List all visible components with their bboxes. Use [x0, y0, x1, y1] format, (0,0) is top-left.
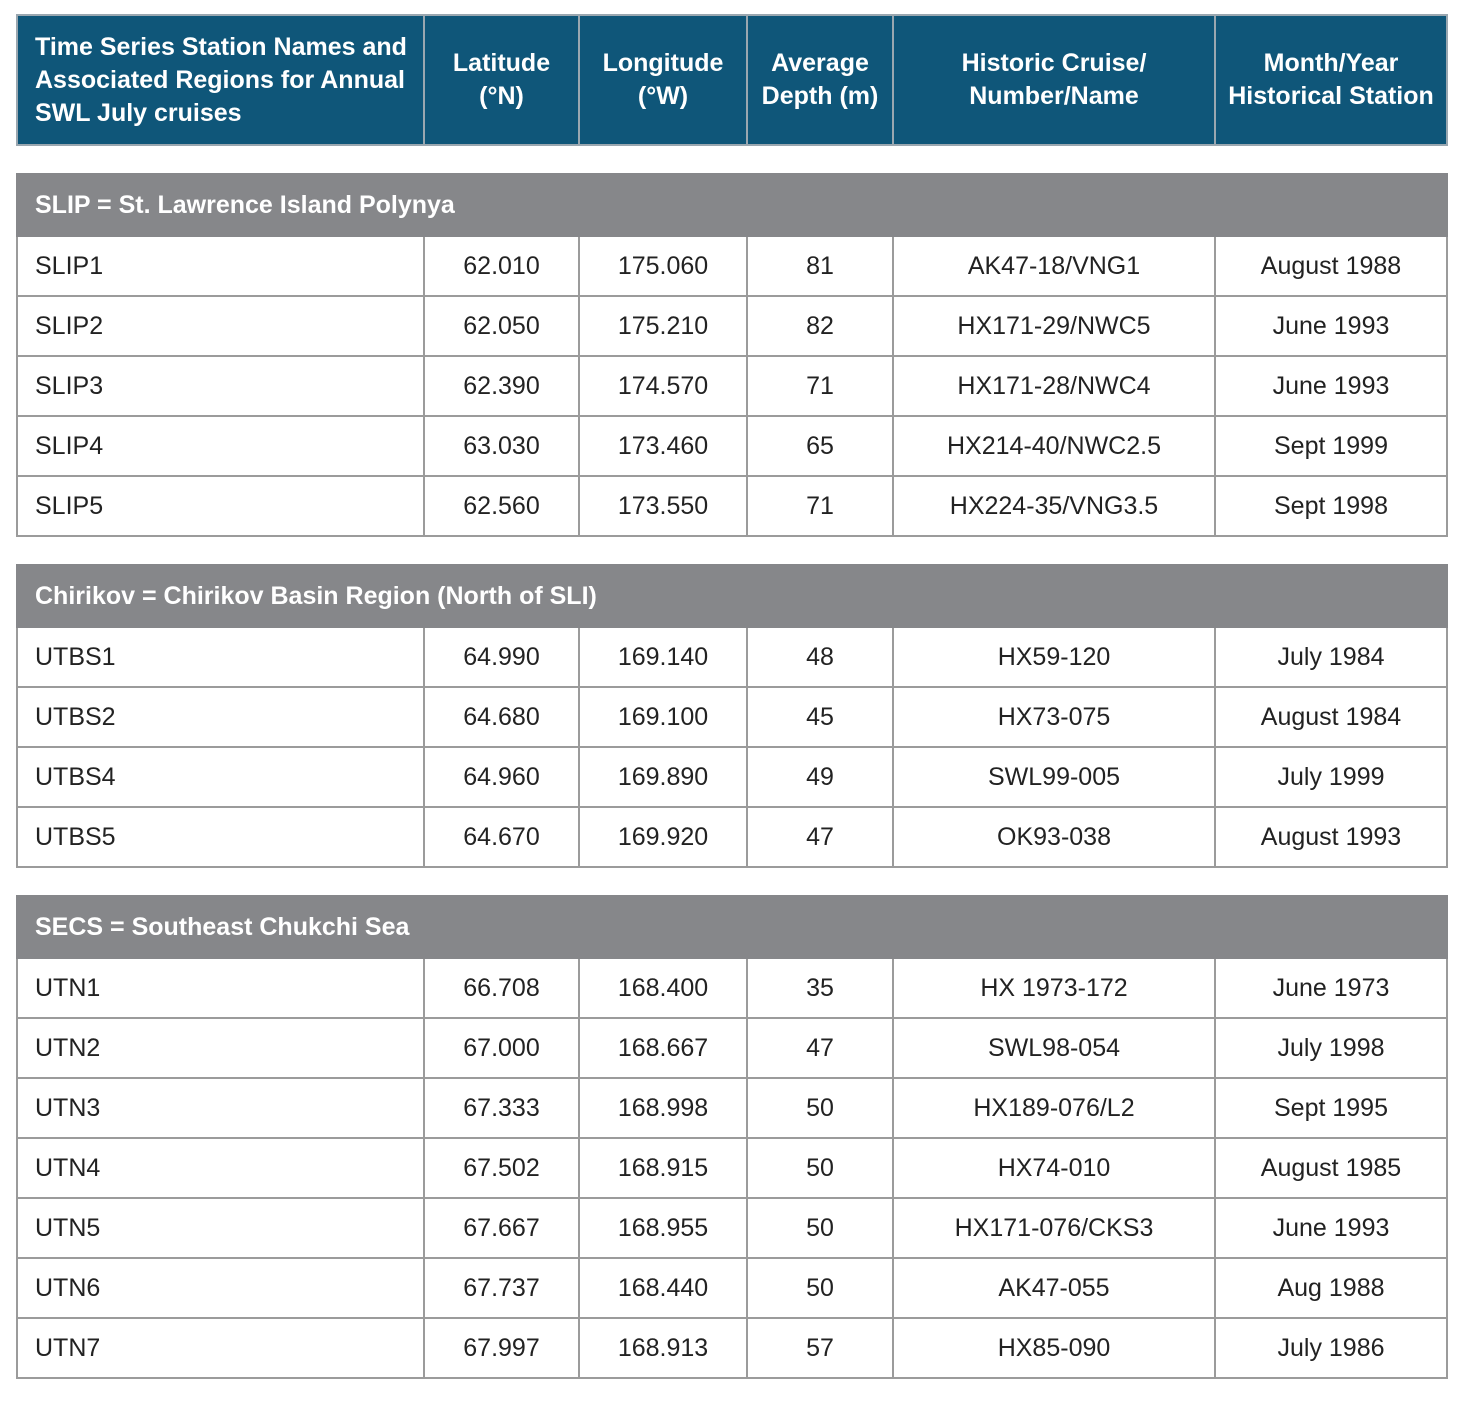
depth-cell: 82	[747, 296, 893, 356]
table-row	[17, 1318, 1447, 1378]
spacer-cell	[17, 536, 1447, 565]
table-row	[17, 807, 1447, 867]
table-row	[17, 1198, 1447, 1258]
latitude-cell: 64.670	[424, 807, 579, 867]
latitude-cell: 67.502	[424, 1138, 579, 1198]
table-row	[17, 1258, 1447, 1318]
longitude-cell: 175.060	[579, 236, 747, 296]
station-name-cell: UTN2	[17, 1018, 424, 1078]
longitude-cell: 168.440	[579, 1258, 747, 1318]
table-row	[17, 236, 1447, 296]
depth-cell: 50	[747, 1198, 893, 1258]
longitude-cell: 169.100	[579, 687, 747, 747]
spacer-cell	[17, 145, 1447, 174]
depth-cell: 45	[747, 687, 893, 747]
latitude-cell: 62.390	[424, 356, 579, 416]
cruise-cell: HX59-120	[893, 627, 1215, 687]
cruise-cell: HX73-075	[893, 687, 1215, 747]
group-header-row	[17, 174, 1447, 236]
longitude-cell: 173.460	[579, 416, 747, 476]
depth-cell: 71	[747, 476, 893, 536]
longitude-cell: 168.400	[579, 958, 747, 1018]
latitude-cell: 64.960	[424, 747, 579, 807]
station-name-cell: SLIP4	[17, 416, 424, 476]
latitude-cell: 67.000	[424, 1018, 579, 1078]
group-header-row	[17, 896, 1447, 958]
depth-cell: 50	[747, 1078, 893, 1138]
longitude-cell: 168.667	[579, 1018, 747, 1078]
depth-cell: 81	[747, 236, 893, 296]
depth-cell: 35	[747, 958, 893, 1018]
table-row	[17, 627, 1447, 687]
group-title: SLIP = St. Lawrence Island Polynya	[17, 174, 1447, 236]
station-name-cell: SLIP3	[17, 356, 424, 416]
cruise-cell: HX 1973-172	[893, 958, 1215, 1018]
table-row	[17, 1078, 1447, 1138]
station-name-cell: UTN1	[17, 958, 424, 1018]
month-year-cell: June 1993	[1215, 296, 1447, 356]
cruise-cell: SWL98-054	[893, 1018, 1215, 1078]
month-year-cell: July 1986	[1215, 1318, 1447, 1378]
station-name-cell: UTBS5	[17, 807, 424, 867]
table-row	[17, 1138, 1447, 1198]
longitude-cell: 175.210	[579, 296, 747, 356]
station-name-cell: UTBS4	[17, 747, 424, 807]
month-year-cell: Sept 1998	[1215, 476, 1447, 536]
month-year-cell: July 1984	[1215, 627, 1447, 687]
cruise-cell: AK47-18/VNG1	[893, 236, 1215, 296]
latitude-cell: 62.010	[424, 236, 579, 296]
depth-cell: 48	[747, 627, 893, 687]
station-name-cell: UTN3	[17, 1078, 424, 1138]
month-year-cell: August 1993	[1215, 807, 1447, 867]
group-spacer	[17, 536, 1447, 565]
table-row	[17, 1018, 1447, 1078]
depth-cell: 57	[747, 1318, 893, 1378]
station-name-cell: SLIP1	[17, 236, 424, 296]
depth-cell: 47	[747, 807, 893, 867]
group-spacer	[17, 145, 1447, 174]
month-year-cell: June 1993	[1215, 1198, 1447, 1258]
latitude-cell: 67.737	[424, 1258, 579, 1318]
station-name-cell: UTN6	[17, 1258, 424, 1318]
cruise-cell: HX189-076/L2	[893, 1078, 1215, 1138]
depth-cell: 50	[747, 1138, 893, 1198]
month-year-cell: August 1984	[1215, 687, 1447, 747]
longitude-cell: 169.140	[579, 627, 747, 687]
table-row	[17, 958, 1447, 1018]
table-row	[17, 356, 1447, 416]
depth-cell: 50	[747, 1258, 893, 1318]
latitude-cell: 67.667	[424, 1198, 579, 1258]
month-year-cell: July 1998	[1215, 1018, 1447, 1078]
cruise-cell: HX171-28/NWC4	[893, 356, 1215, 416]
month-year-cell: July 1999	[1215, 747, 1447, 807]
station-name-cell: SLIP2	[17, 296, 424, 356]
group-title: Chirikov = Chirikov Basin Region (North of SLI)	[17, 565, 1447, 627]
station-name-cell: UTN5	[17, 1198, 424, 1258]
longitude-cell: 168.998	[579, 1078, 747, 1138]
station-name-cell: UTN7	[17, 1318, 424, 1378]
latitude-cell: 62.050	[424, 296, 579, 356]
month-year-cell: Aug 1988	[1215, 1258, 1447, 1318]
station-table	[16, 14, 1448, 1379]
table-row	[17, 747, 1447, 807]
month-year-cell: Sept 1995	[1215, 1078, 1447, 1138]
longitude-cell: 173.550	[579, 476, 747, 536]
table-row	[17, 687, 1447, 747]
header-longitude: Longitude (°W)	[579, 15, 747, 145]
table-row	[17, 476, 1447, 536]
station-name-cell: UTBS2	[17, 687, 424, 747]
cruise-cell: HX214-40/NWC2.5	[893, 416, 1215, 476]
latitude-cell: 67.997	[424, 1318, 579, 1378]
header-latitude: Latitude (°N)	[424, 15, 579, 145]
latitude-cell: 62.560	[424, 476, 579, 536]
cruise-cell: HX224-35/VNG3.5	[893, 476, 1215, 536]
month-year-cell: June 1993	[1215, 356, 1447, 416]
depth-cell: 65	[747, 416, 893, 476]
header-station-names: Time Series Station Names and Associated Regions for Annual SWL July cruises	[17, 15, 424, 145]
cruise-cell: OK93-038	[893, 807, 1215, 867]
cruise-cell: HX171-076/CKS3	[893, 1198, 1215, 1258]
longitude-cell: 168.913	[579, 1318, 747, 1378]
spacer-cell	[17, 867, 1447, 896]
header-average-depth: Average Depth (m)	[747, 15, 893, 145]
table-body	[17, 145, 1447, 1378]
table-row	[17, 416, 1447, 476]
station-name-cell: UTN4	[17, 1138, 424, 1198]
longitude-cell: 169.890	[579, 747, 747, 807]
cruise-cell: HX74-010	[893, 1138, 1215, 1198]
cruise-cell: HX171-29/NWC5	[893, 296, 1215, 356]
depth-cell: 71	[747, 356, 893, 416]
header-month-year: Month/Year Historical Station	[1215, 15, 1447, 145]
header-row	[17, 15, 1447, 145]
latitude-cell: 67.333	[424, 1078, 579, 1138]
group-header-row	[17, 565, 1447, 627]
table-row	[17, 296, 1447, 356]
month-year-cell: June 1973	[1215, 958, 1447, 1018]
month-year-cell: August 1985	[1215, 1138, 1447, 1198]
longitude-cell: 168.915	[579, 1138, 747, 1198]
latitude-cell: 64.990	[424, 627, 579, 687]
group-title: SECS = Southeast Chukchi Sea	[17, 896, 1447, 958]
station-name-cell: UTBS1	[17, 627, 424, 687]
latitude-cell: 64.680	[424, 687, 579, 747]
longitude-cell: 174.570	[579, 356, 747, 416]
depth-cell: 49	[747, 747, 893, 807]
month-year-cell: August 1988	[1215, 236, 1447, 296]
group-spacer	[17, 867, 1447, 896]
longitude-cell: 168.955	[579, 1198, 747, 1258]
depth-cell: 47	[747, 1018, 893, 1078]
month-year-cell: Sept 1999	[1215, 416, 1447, 476]
station-name-cell: SLIP5	[17, 476, 424, 536]
station-table-container	[16, 14, 1446, 1379]
latitude-cell: 66.708	[424, 958, 579, 1018]
cruise-cell: AK47-055	[893, 1258, 1215, 1318]
cruise-cell: SWL99-005	[893, 747, 1215, 807]
cruise-cell: HX85-090	[893, 1318, 1215, 1378]
header-historic-cruise: Historic Cruise/ Number/Name	[893, 15, 1215, 145]
latitude-cell: 63.030	[424, 416, 579, 476]
longitude-cell: 169.920	[579, 807, 747, 867]
